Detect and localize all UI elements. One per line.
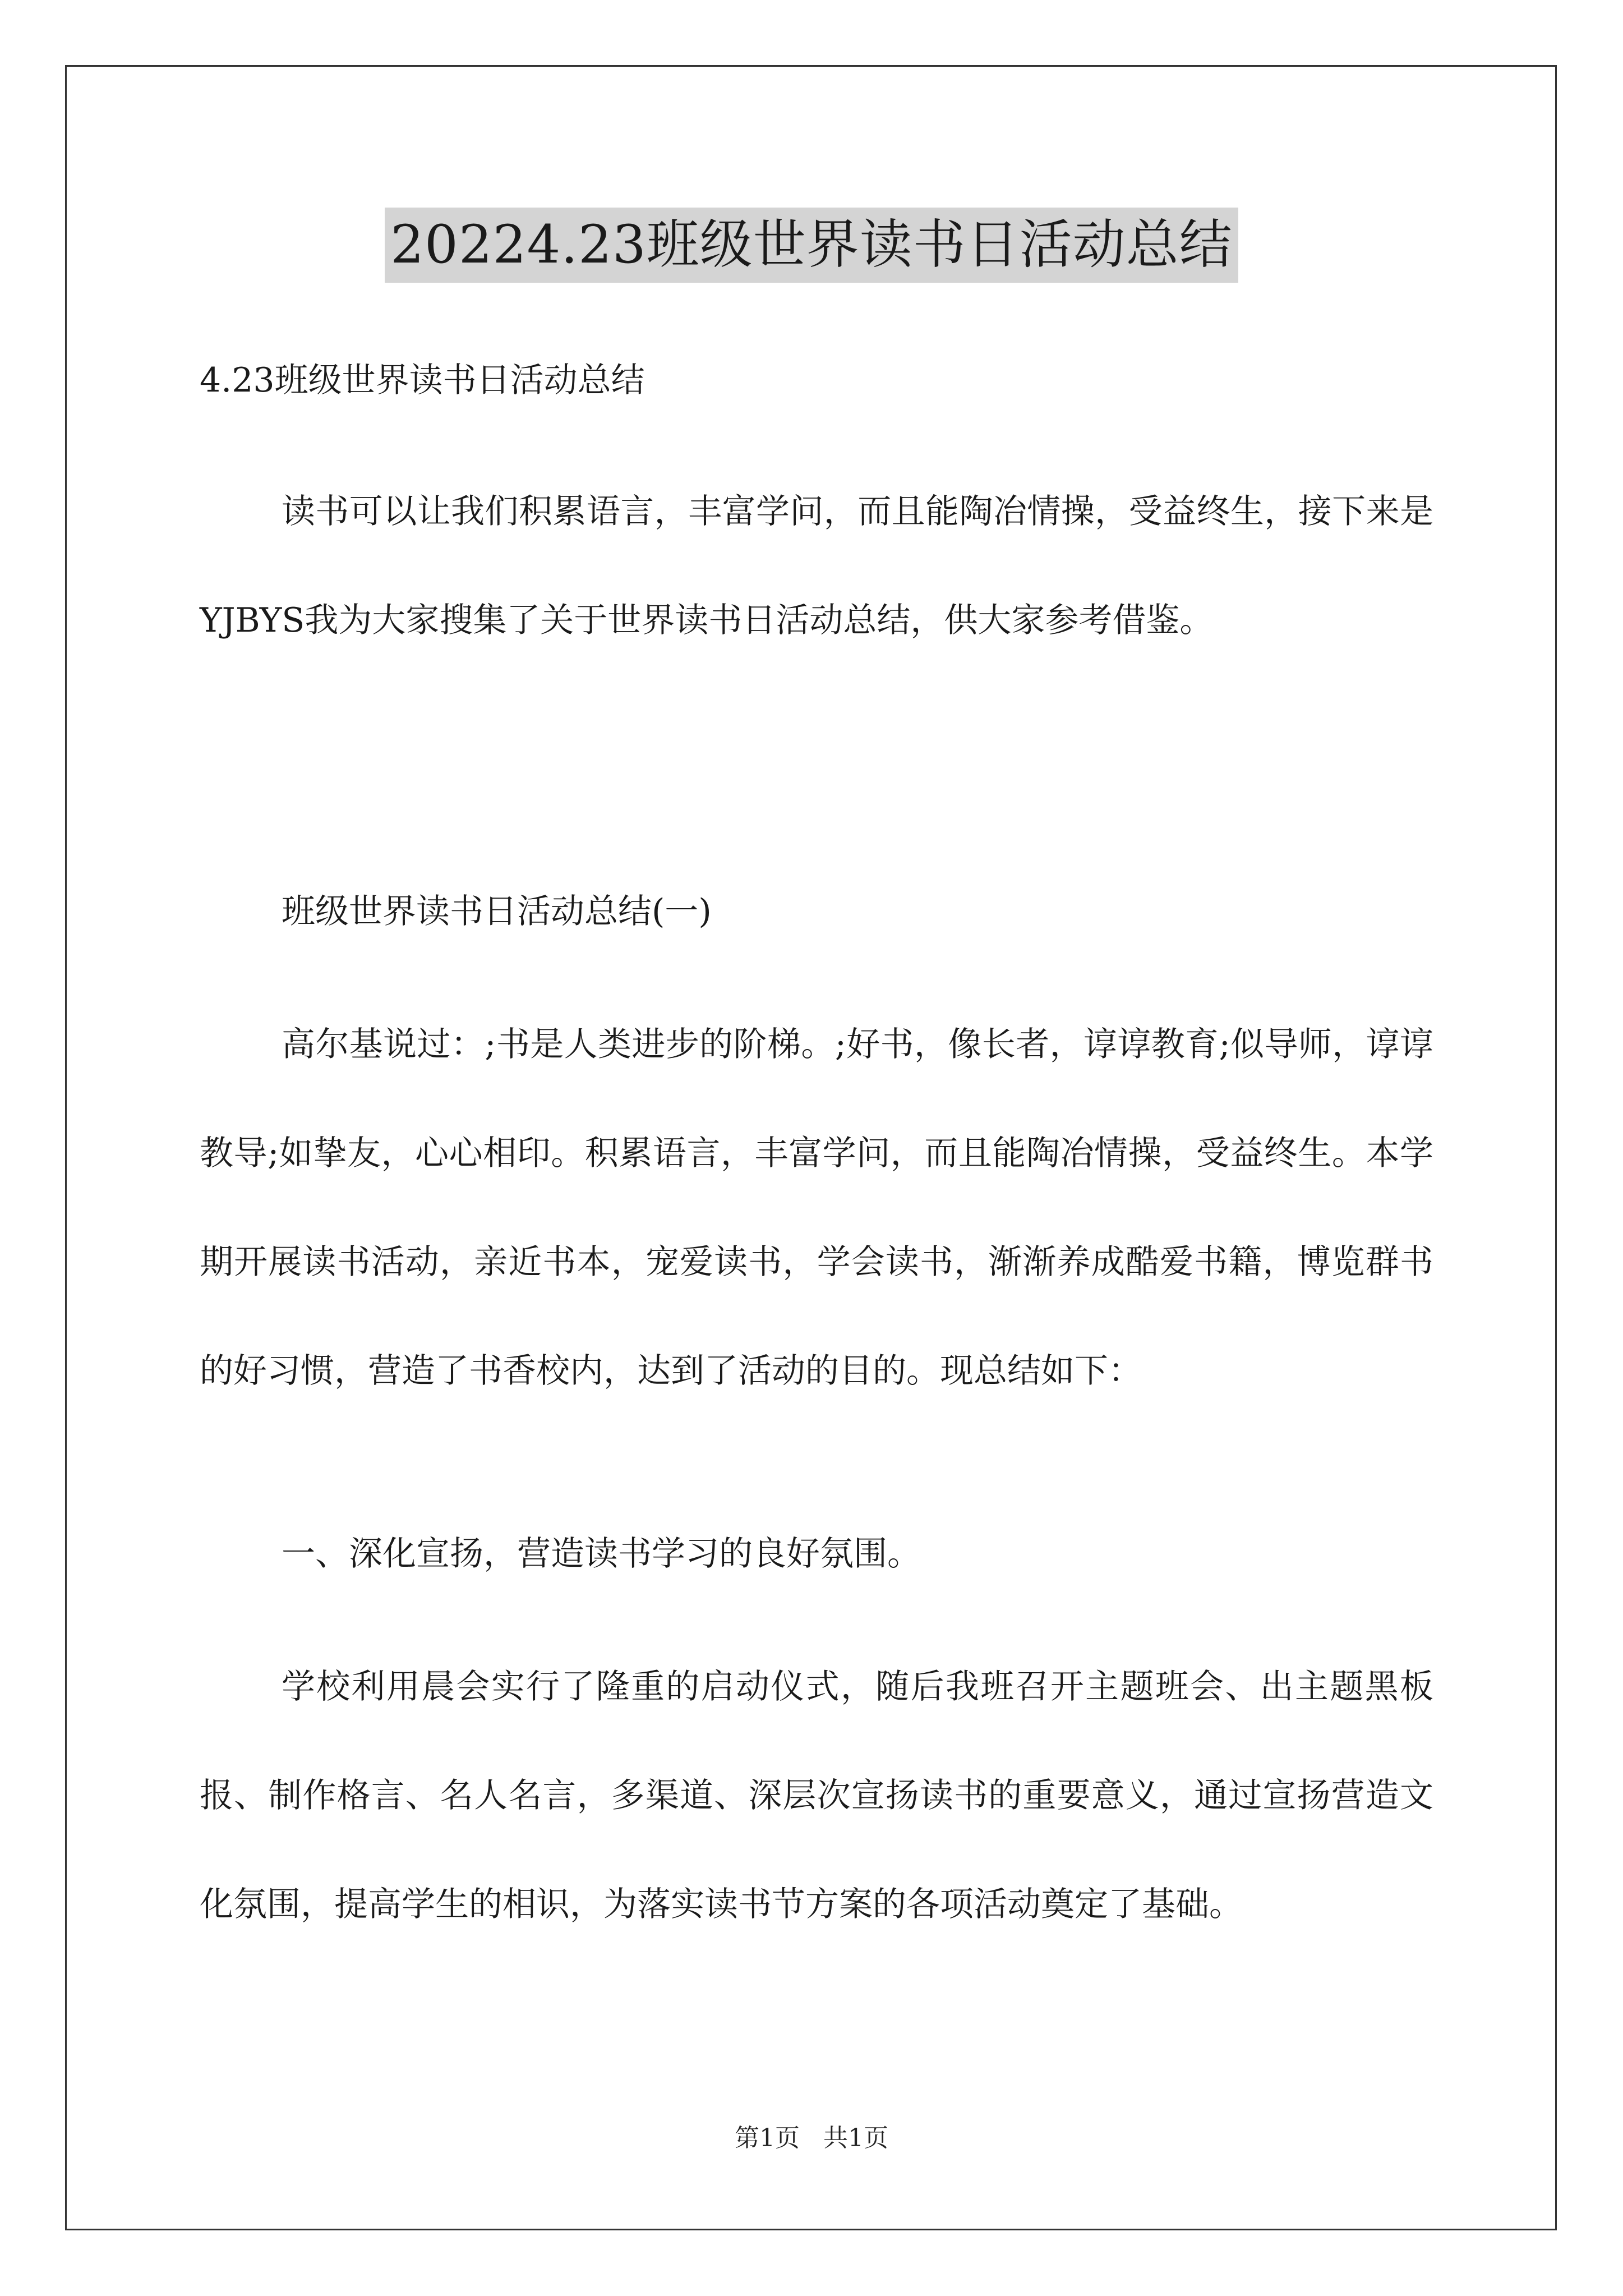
body-paragraph-1: [200, 990, 1433, 1425]
intro-paragraph: [200, 457, 1433, 675]
section-heading: [200, 884, 1433, 940]
intro-text: 读书可以让我们积累语言，丰富学问，而且能陶冶情操，受益终生，接下来是YJBYS我为大家搜集了关于世界读书日活动总结，供大家参考借鉴。: [200, 492, 1433, 640]
body-paragraph-2: [200, 1632, 1433, 1959]
page-number-total: 共1页: [823, 2124, 888, 2152]
document-title: 20224.23班级世界读书日活动总结: [385, 208, 1238, 283]
point-1-heading: [200, 1526, 1433, 1582]
body-paragraph-1-text: 高尔基说过：;书是人类进步的阶梯。;好书，像长者，谆谆教育;似导师，谆谆教导;如挚友，心心相印。积累语言，丰富学问，而且能陶冶情操，受益终生。本学期开展读书活动，亲近书本，宠爱读书，学会读书，渐渐养成酷爱书籍，博览群书的好习惯，营造了书香校内，达到了活动的目的。现总结如下：: [200, 1025, 1433, 1391]
title-container: [0, 208, 1623, 283]
page-number-current: 第1页: [735, 2124, 800, 2152]
section-heading-text: 班级世界读书日活动总结(一): [282, 892, 712, 931]
document-subtitle: [200, 352, 1433, 408]
point-1-heading-text: 一、深化宣扬，营造读书学习的良好氛围。: [282, 1534, 921, 1573]
page-footer: [0, 2122, 1623, 2155]
subtitle-text: 4.23班级世界读书日活动总结: [200, 361, 645, 400]
body-paragraph-2-text: 学校利用晨会实行了隆重的启动仪式，随后我班召开主题班会、出主题黑板报、制作格言、名人名言，多渠道、深层次宣扬读书的重要意义，通过宣扬营造文化氛围，提高学生的相识，为落实读书节方案的各项活动奠定了基础。: [200, 1667, 1433, 1924]
